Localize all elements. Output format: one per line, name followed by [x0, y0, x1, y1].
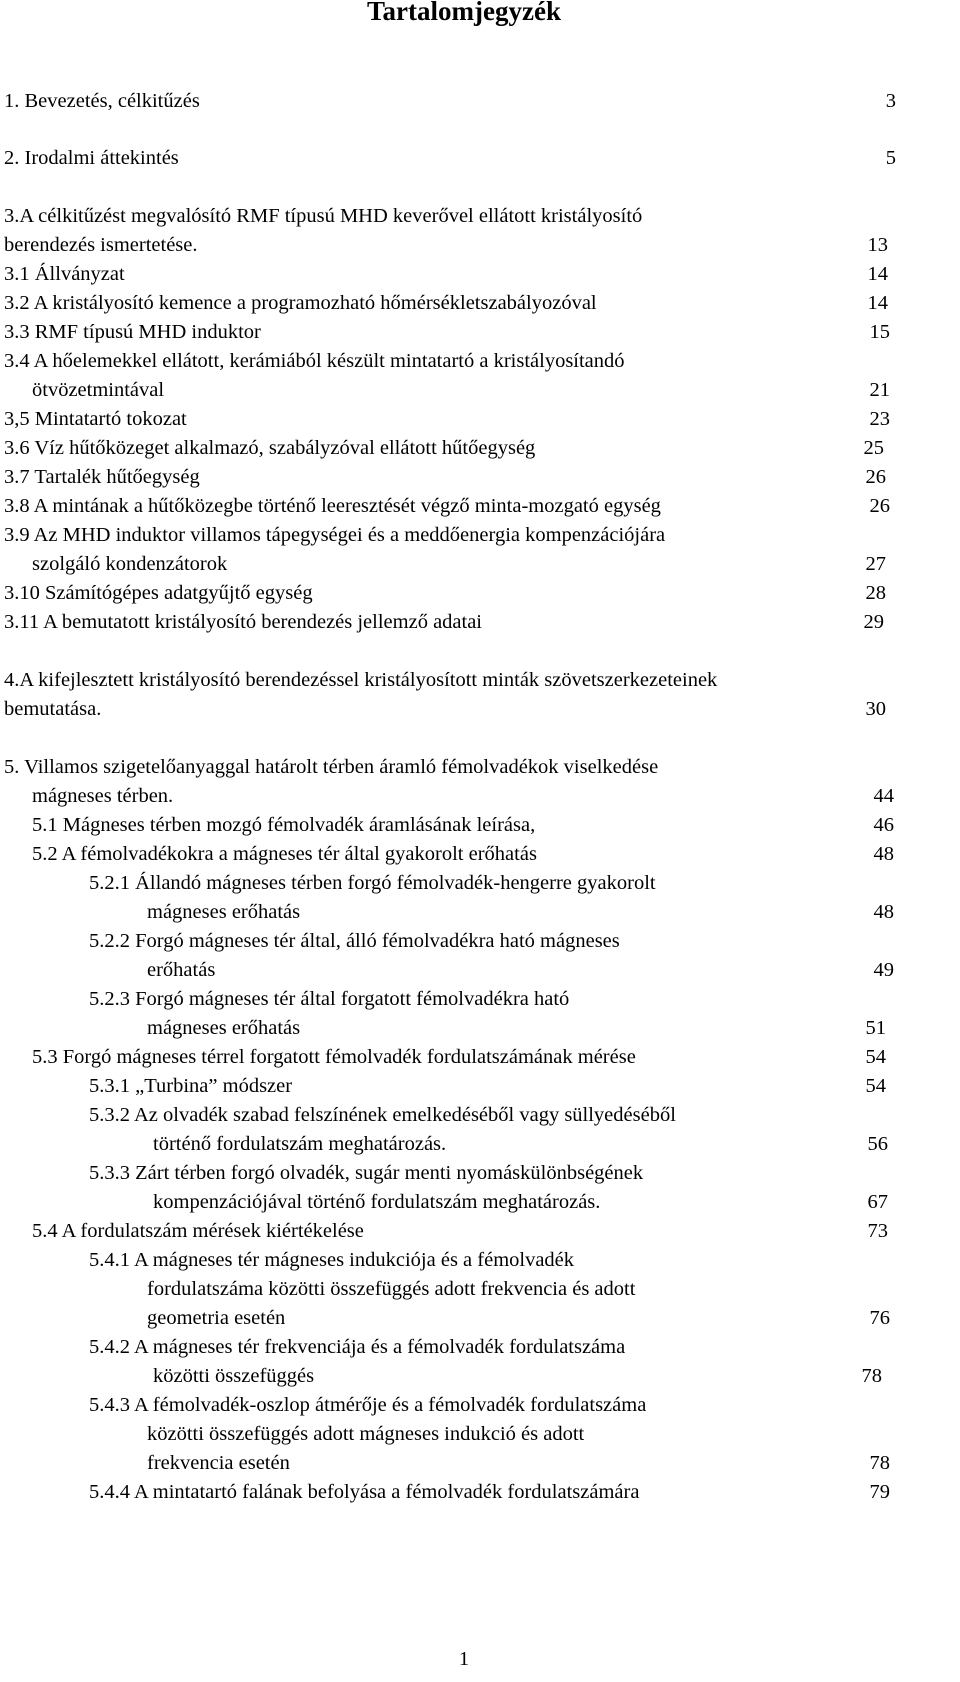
toc-entry-text: 5.2.2 Forgó mágneses tér által, álló fémolvadékra ható mágneses	[89, 930, 620, 952]
toc-entry-page: 15	[869, 321, 890, 343]
toc-entry-page: 13	[867, 234, 888, 256]
toc-entry-text: 5.2 A fémolvadékokra a mágneses tér által gyakorolt erőhatás	[32, 843, 537, 865]
toc-entry-text: mágneses erőhatás	[147, 901, 301, 923]
toc-entry-text: 5.3.2 Az olvadék szabad felszínének emelkedéséből vagy süllyedéséből	[89, 1104, 676, 1126]
toc-entry-text: bemutatása.	[4, 698, 102, 720]
toc-entry-page: 28	[865, 582, 886, 604]
toc-entry-page: 29	[863, 611, 884, 633]
toc-entry-text: 3.10 Számítógépes adatgyűjtő egység	[4, 582, 313, 604]
toc-entry-page: 49	[873, 959, 894, 981]
toc-entry-text: 3.7 Tartalék hűtőegység	[4, 466, 200, 488]
toc-entry-page: 27	[865, 553, 886, 575]
toc-entry-text: mágneses térben.	[32, 785, 174, 807]
toc-entry-page: 67	[867, 1191, 888, 1213]
toc-entry-text: 5.3.3 Zárt térben forgó olvadék, sugár menti nyomáskülönbségének	[89, 1162, 644, 1184]
toc-entry-text: 3.11 A bemutatott kristályosító berendezés jellemző adatai	[4, 611, 483, 633]
toc-entry-page: 79	[869, 1481, 890, 1503]
toc-entry-page: 78	[861, 1365, 882, 1387]
toc-entry-text: 5.4.3 A fémolvadék-oszlop átmérője és a fémolvadék fordulatszáma	[89, 1394, 647, 1416]
toc-entry-page: 30	[865, 698, 886, 720]
toc-entry-text: 5.1 Mágneses térben mozgó fémolvadék áramlásának leírása,	[32, 814, 536, 836]
toc-entry-text: 5.3.1 „Turbina” módszer	[89, 1075, 293, 1097]
toc-entry-text: geometria esetén	[147, 1307, 286, 1329]
toc-entry-text: ötvözetmintával	[32, 379, 165, 401]
toc-entry-text: 5.4.2 A mágneses tér frekvenciája és a fémolvadék fordulatszáma	[89, 1336, 626, 1358]
toc-entry-text: történő fordulatszám meghatározás.	[153, 1133, 447, 1155]
toc-entry-text: 5.2.3 Forgó mágneses tér által forgatott fémolvadékra ható	[89, 988, 570, 1010]
toc-entry-text: 3.4 A hőelemekkel ellátott, kerámiából készült mintatartó a kristályosítandó	[4, 350, 625, 372]
toc-entry-page: 21	[869, 379, 890, 401]
toc-entry-page: 73	[867, 1220, 888, 1242]
toc-entry-page: 3	[885, 90, 896, 112]
toc-entry-page: 14	[867, 263, 888, 285]
toc-entry-page: 76	[869, 1307, 890, 1329]
page-title: Tartalomjegyzék	[367, 0, 561, 26]
toc-entry-text: közötti összefüggés adott mágneses indukció és adott	[147, 1423, 585, 1445]
toc-entry-text: 4.A kifejlesztett kristályosító berendezéssel kristályosított minták szövetszerkezeteinek	[4, 669, 718, 691]
toc-entry-page: 78	[869, 1452, 890, 1474]
page-number: 1	[458, 1648, 470, 1670]
toc-entry-text: 3.2 A kristályosító kemence a programozható hőmérsékletszabályozóval	[4, 292, 597, 314]
toc-entry-text: 2. Irodalmi áttekintés	[4, 147, 179, 169]
toc-entry-text: 3.1 Állványzat	[4, 263, 125, 285]
toc-entry-text: 3.9 Az MHD induktor villamos tápegységei és a meddőenergia kompenzációjára	[4, 524, 666, 546]
toc-entry-text: mágneses erőhatás	[147, 1017, 301, 1039]
toc-entry-text: 1. Bevezetés, célkitűzés	[4, 90, 200, 112]
toc-entry-page: 26	[869, 495, 890, 517]
toc-entry-page: 48	[873, 901, 894, 923]
toc-entry-page: 23	[869, 408, 890, 430]
toc-entry-page: 5	[885, 147, 896, 169]
toc-entry-text: 5.3 Forgó mágneses térrel forgatott fémolvadék fordulatszámának mérése	[32, 1046, 636, 1068]
toc-entry-text: közötti összefüggés	[153, 1365, 315, 1387]
toc-entry-page: 54	[865, 1046, 886, 1068]
toc-entry-text: 3.A célkitűzést megvalósító RMF típusú MHD keverővel ellátott kristályosító	[4, 205, 643, 227]
toc-entry-page: 54	[865, 1075, 886, 1097]
toc-entry-text: fordulatszáma közötti összefüggés adott frekvencia és adott	[147, 1278, 636, 1300]
toc-entry-text: szolgáló kondenzátorok	[32, 553, 228, 575]
toc-entry-text: 5.4.4 A mintatartó falának befolyása a fémolvadék fordulatszámára	[89, 1481, 640, 1503]
toc-entry-page: 48	[873, 843, 894, 865]
toc-entry-page: 25	[863, 437, 884, 459]
toc-entry-text: 3.8 A mintának a hűtőközegbe történő leeresztését végző minta-mozgató egység	[4, 495, 661, 517]
toc-entry-text: 5. Villamos szigetelőanyaggal határolt térben áramló fémolvadékok viselkedése	[4, 756, 659, 778]
toc-entry-page: 26	[865, 466, 886, 488]
toc-entry-text: 5.2.1 Állandó mágneses térben forgó fémolvadék-hengerre gyakorolt	[89, 872, 656, 894]
toc-entry-text: erőhatás	[147, 959, 216, 981]
toc-entry-page: 14	[867, 292, 888, 314]
toc-entry-text: 3,5 Mintatartó tokozat	[4, 408, 187, 430]
toc-entry-page: 56	[867, 1133, 888, 1155]
toc-entry-text: frekvencia esetén	[147, 1452, 290, 1474]
toc-entry-page: 46	[873, 814, 894, 836]
toc-entry-text: 5.4.1 A mágneses tér mágneses indukciója és a fémolvadék	[89, 1249, 575, 1271]
toc-entry-text: kompenzációjával történő fordulatszám meghatározás.	[153, 1191, 601, 1213]
toc-entry-text: 3.3 RMF típusú MHD induktor	[4, 321, 261, 343]
toc-entry-page: 51	[865, 1017, 886, 1039]
toc-entry-text: berendezés ismertetése.	[4, 234, 198, 256]
toc-entry-page: 44	[873, 785, 894, 807]
toc-entry-text: 5.4 A fordulatszám mérések kiértékelése	[32, 1220, 364, 1242]
toc-entry-text: 3.6 Víz hűtőközeget alkalmazó, szabályzóval ellátott hűtőegység	[4, 437, 536, 459]
